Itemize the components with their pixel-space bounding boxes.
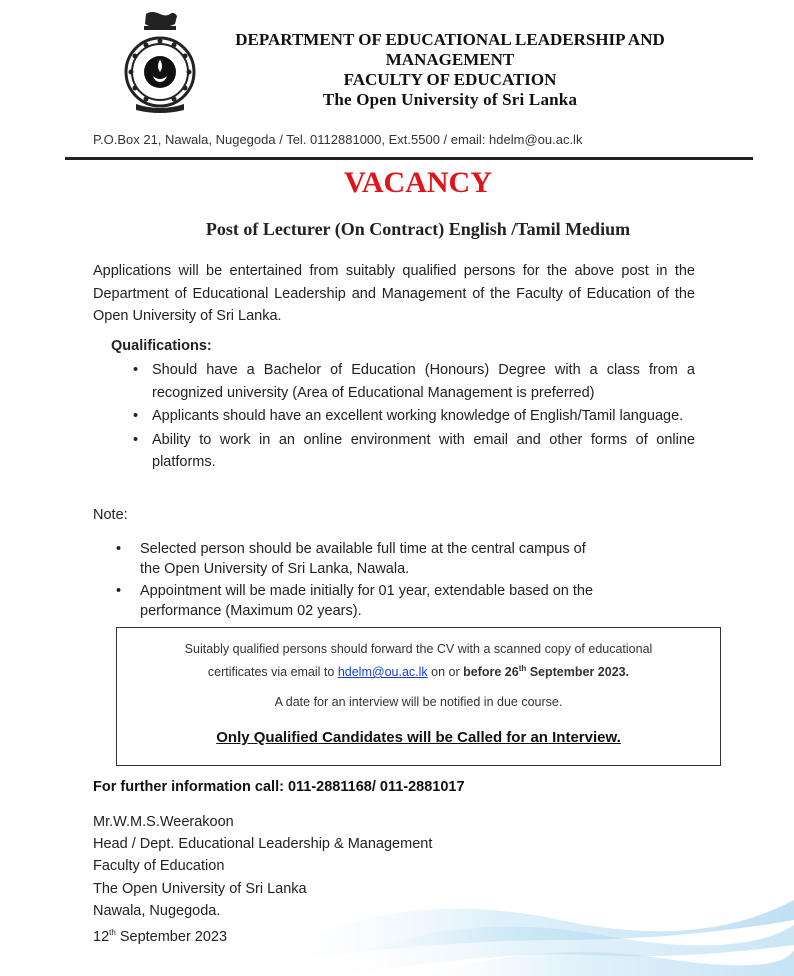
decorative-wave: [300, 880, 794, 976]
issue-date-day: 12: [93, 928, 110, 945]
instructions-line2-prefix: certificates via email to: [207, 665, 338, 680]
note-item: [116, 539, 676, 579]
qualified-candidates-notice: Only Qualified Candidates will be Called for an Interview.: [216, 729, 621, 746]
department-name-line2: MANAGEMENT: [385, 50, 515, 69]
contact-line: P.O.Box 21, Nawala, Nugegoda / Tel. 0112881000, Ext.5500 / email: hdelm@ou.ac.lk: [93, 132, 583, 147]
notes-list: [116, 539, 676, 623]
faculty-name: FACULTY OF EDUCATION: [343, 70, 557, 89]
qualification-item: • Applicants should have an excellent working knowledge of English/Tamil language.: [133, 405, 695, 428]
further-info-phone: For further information call: 011-2881168/ 011-2881017: [93, 779, 465, 795]
university-name: The Open University of Sri Lanka: [322, 90, 578, 109]
instructions-line1: Suitably qualified persons should forward the CV with a scanned copy of educational: [184, 642, 653, 656]
deadline-part-a: before 26: [463, 665, 519, 680]
application-instructions-box: [116, 627, 721, 766]
signatory-title: Head / Dept. Educational Leadership & Management: [93, 836, 433, 853]
note-item-line: the Open University of Sri Lanka, Nawala.: [140, 561, 410, 577]
signatory-faculty: Faculty of Education: [93, 858, 225, 875]
deadline-part-b: September 2023.: [526, 665, 630, 680]
issue-date-rest: September 2023: [115, 928, 228, 945]
header-divider: [65, 157, 753, 160]
instructions-line2-mid: on or: [427, 665, 464, 680]
signatory-location: Nawala, Nugegoda.: [93, 902, 221, 919]
deadline: [463, 665, 629, 679]
post-title: Post of Lecturer (On Contract) English /Tamil Medium: [205, 219, 631, 239]
note-item-line: Appointment will be made initially for 01 year, extendable based on the: [140, 583, 594, 599]
issue-date-suffix: th: [109, 928, 116, 938]
intro-paragraph: Applications will be entertained from suitably qualified persons for the above post in the Department of Educational Leadership and Management of the Faculty of Education of the Open University of Sri Lanka.: [93, 263, 695, 324]
department-name-line1: DEPARTMENT OF EDUCATIONAL LEADERSHIP AND: [235, 30, 665, 49]
signatory-university: The Open University of Sri Lanka: [93, 880, 307, 897]
qualification-item: • Ability to work in an online environment with email and other forms of online platforms.: [133, 429, 695, 474]
qualifications-heading: Qualifications:: [111, 338, 212, 354]
note-item-line: Selected person should be available full time at the central campus of: [140, 541, 586, 557]
instructions-text: [117, 639, 720, 682]
qualifications-list: [133, 359, 695, 475]
note-item-line: performance (Maximum 02 years).: [140, 603, 362, 619]
interview-note: A date for an interview will be notified in due course.: [274, 695, 563, 709]
email-link[interactable]: hdelm@ou.ac.lk: [337, 665, 428, 680]
deadline-suffix: th: [518, 664, 527, 673]
university-logo: [122, 10, 198, 114]
note-heading: Note:: [93, 507, 128, 523]
note-item: [116, 581, 676, 621]
vacancy-title: VACANCY: [344, 166, 492, 199]
qualification-item: • Should have a Bachelor of Education (Honours) Degree with a class from a recognized university (Area of Educational Management is preferred): [133, 359, 695, 404]
signatory-name: Mr.W.M.S.Weerakoon: [93, 814, 234, 830]
